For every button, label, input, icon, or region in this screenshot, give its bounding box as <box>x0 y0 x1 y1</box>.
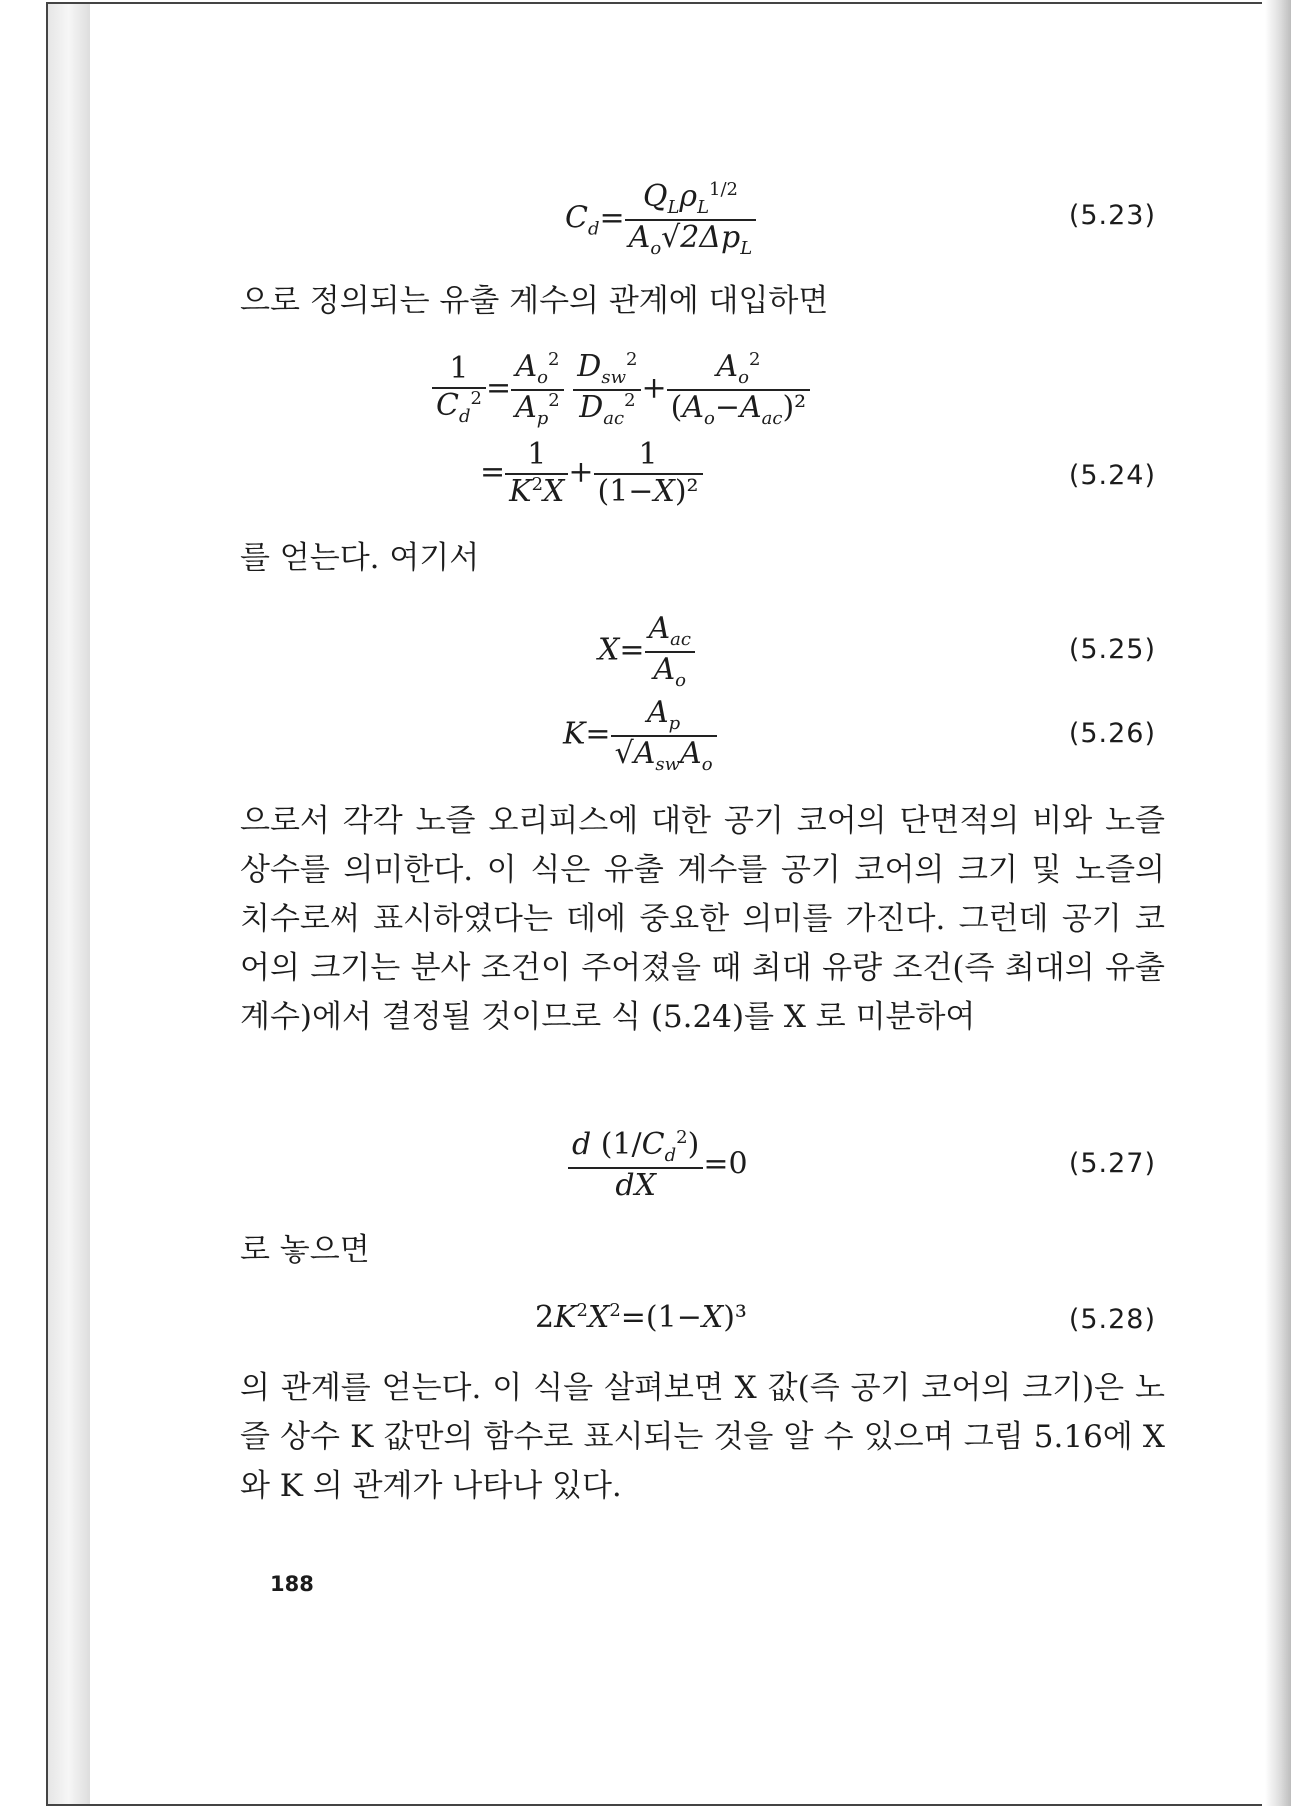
paragraph: 로 놓으면 <box>240 1232 370 1268</box>
equation-5-28: $2K^2X^2=(1-X)^3$ <box>535 1300 747 1335</box>
equation-5-23: $C_d=$ $\frac{Q_L\rho_L^{1/2}}{A_o√2\Delta p_L}$ <box>565 180 756 259</box>
equation-5-26: K= $\frac{A_p}{√A_{sw}A_o}$ <box>563 696 717 775</box>
equation-5-24-line1: $\frac{1}{C_d^2}$ = $\frac{A_o^2}{A_p^2}$ $\frac{D_{sw}^2}{D_{ac}^2}$ + $\frac{A_o^2}{(A_o-A_{ac})^2}$ <box>432 350 810 429</box>
equation-5-25: X= $\frac{A_{ac}}{A_o}$ <box>598 612 695 691</box>
equation-number: (5.24) <box>1068 460 1156 491</box>
equation-number: (5.27) <box>1068 1148 1156 1179</box>
equation-5-27: $\frac{d (1/C_d^2)}{dX}$ =0 <box>568 1128 748 1203</box>
paragraph: 의 관계를 얻는다. 이 식을 살펴보면 X 값(즉 공기 코어의 크기)은 노즐 상수 K 값만의 함수로 표시되는 것을 알 수 있으며 그림 5.16에 X 와 K 의 관계가 나타나 있다. <box>240 1370 1165 1504</box>
equation-number: (5.28) <box>1068 1304 1156 1335</box>
paragraph: 으로 정의되는 유출 계수의 관계에 대입하면 <box>240 283 829 319</box>
equation-number: (5.23) <box>1068 200 1156 231</box>
equation-number: (5.25) <box>1068 634 1156 665</box>
equation-number: (5.26) <box>1068 718 1156 749</box>
page-number: 188 <box>270 1572 314 1596</box>
book-spine <box>46 2 94 1806</box>
page-edge-shadow <box>1265 0 1291 1806</box>
equation-5-24-line2: = $\frac{1}{K^2X}$ + $\frac{1}{\text{(1−X)²}}$ <box>480 438 703 509</box>
paragraph: 으로서 각각 노즐 오리피스에 대한 공기 코어의 단면적의 비와 노즐상수를 의미한다. 이 식은 유출 계수를 공기 코어의 크기 및 노즐의 치수로써 표시하였다는 데에 중요한 의미를 가진다. 그런데 공기 코어의 크기는 분사 조건이 주어졌을 때 최대 유량 조건(즉 최대의 유출 계수)에서 결정될 것이므로 식 (5.24)를 X 로 미분하여 <box>240 803 1165 1035</box>
paragraph: 를 얻는다. 여기서 <box>240 540 480 576</box>
